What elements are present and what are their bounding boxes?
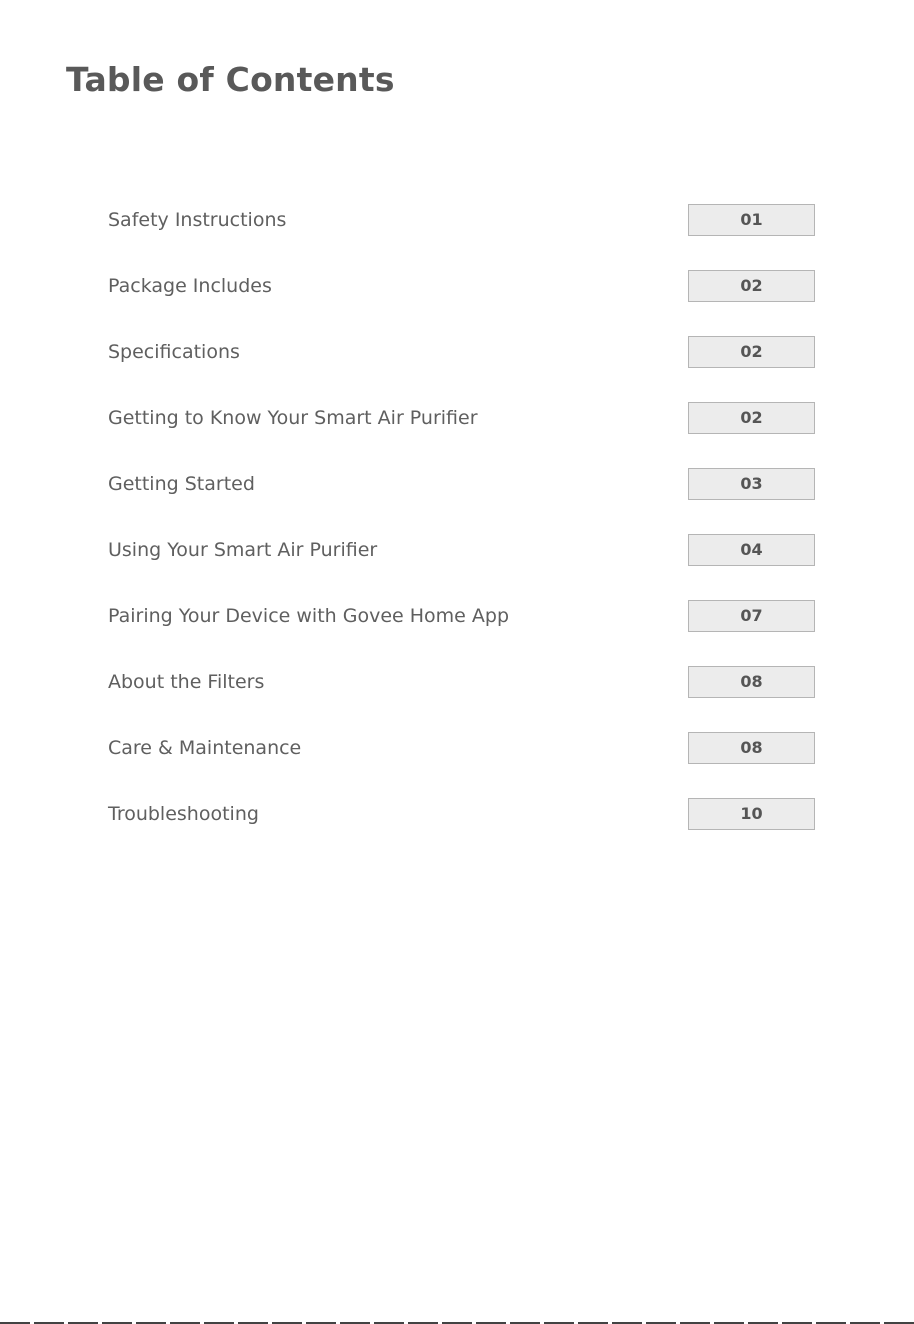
toc-page-number: 08 [688,732,815,764]
toc-page-number: 02 [688,402,815,434]
toc-entry-label: Safety Instructions [108,209,287,231]
toc-page-number: 02 [688,336,815,368]
page-title: Table of Contents [66,60,395,99]
toc-entry-getting-started[interactable] [0,468,914,534]
toc-entry-pairing-device[interactable] [0,600,914,666]
toc-entry-label: Getting Started [108,473,255,495]
toc-entry-care-maintenance[interactable] [0,732,914,798]
toc-page-number: 08 [688,666,815,698]
toc-entry-getting-to-know[interactable] [0,402,914,468]
toc-entry-troubleshooting[interactable] [0,798,914,864]
toc-entry-label: Care & Maintenance [108,737,302,759]
toc-entry-label: Getting to Know Your Smart Air Purifier [108,407,478,429]
toc-list [0,204,914,864]
toc-entry-about-filters[interactable] [0,666,914,732]
toc-page-number: 04 [688,534,815,566]
toc-entry-safety-instructions[interactable] [0,204,914,270]
toc-entry-label: Package Includes [108,275,272,297]
toc-page-number: 02 [688,270,815,302]
toc-entry-label: Troubleshooting [108,803,259,825]
toc-entry-label: Specifications [108,341,240,363]
toc-page-number: 01 [688,204,815,236]
toc-entry-label: Using Your Smart Air Purifier [108,539,378,561]
toc-entry-label: Pairing Your Device with Govee Home App [108,605,510,627]
toc-entry-package-includes[interactable] [0,270,914,336]
toc-entry-using-purifier[interactable] [0,534,914,600]
toc-entry-label: About the Filters [108,671,265,693]
toc-page-number: 07 [688,600,815,632]
toc-page-number: 03 [688,468,815,500]
toc-page-number: 10 [688,798,815,830]
toc-entry-specifications[interactable] [0,336,914,402]
